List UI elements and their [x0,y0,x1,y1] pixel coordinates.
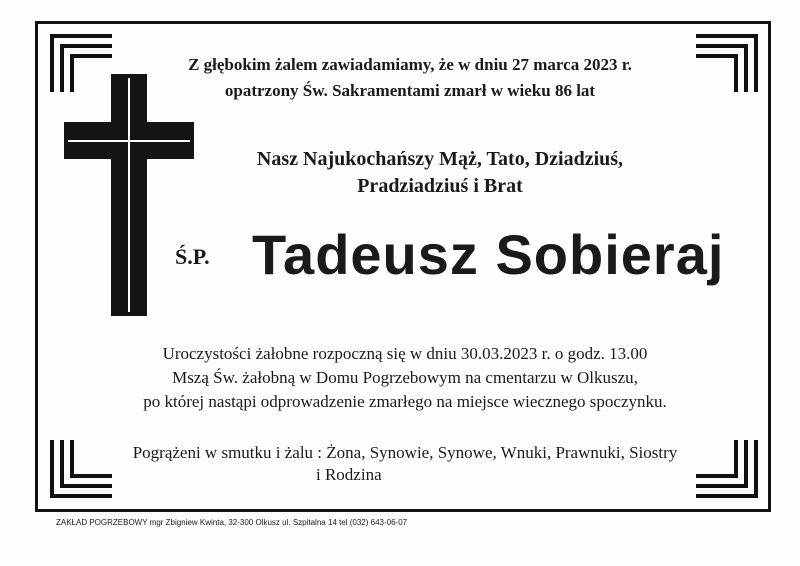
mourners-line-1: Pogrążeni w smutku i żalu : Żona, Synowie, Synowe, Wnuki, Prawnuki, Siostry [132,443,678,462]
relation-line-2: Pradziadziuś i Brat [357,175,523,197]
ceremony-info [70,342,740,414]
mourners-list [90,442,720,486]
sp-prefix: Ś.P. [175,244,210,269]
ceremony-line-2: Mszą Św. żałobną w Domu Pogrzebowym na cmentarzu w Olkuszu, [172,368,638,387]
funeral-home-footer: ZAKŁAD POGRZEBOWY mgr Zbigniew Kwinta, 32-300 Olkusz ul. Szpitalna 14 tel (032) 643-06-07 [56,518,408,527]
ceremony-line-1: Uroczystości żałobne rozpoczną się w dniu 30.03.2023 r. o godz. 13.00 [162,344,648,363]
ceremony-line-3: po której nastąpi odprowadzenie zmarłego na miejsce wiecznego spoczynku. [143,392,667,411]
relation-line-1: Nasz Najukochańszy Mąż, Tato, Dziadziuś, [256,148,624,170]
cross-icon [62,74,196,316]
announcement-intro [100,52,720,104]
deceased-name: Tadeusz Sobieraj [252,223,725,286]
intro-line-1: Z głębokim żalem zawiadamiamy, że w dniu 27 marca 2023 r. [188,55,632,74]
intro-line-2: opatrzony Św. Sakramentami zmarł w wieku 86 lat [224,81,596,100]
mourners-line-2: i Rodzina [316,465,382,484]
relation-text [230,146,650,200]
